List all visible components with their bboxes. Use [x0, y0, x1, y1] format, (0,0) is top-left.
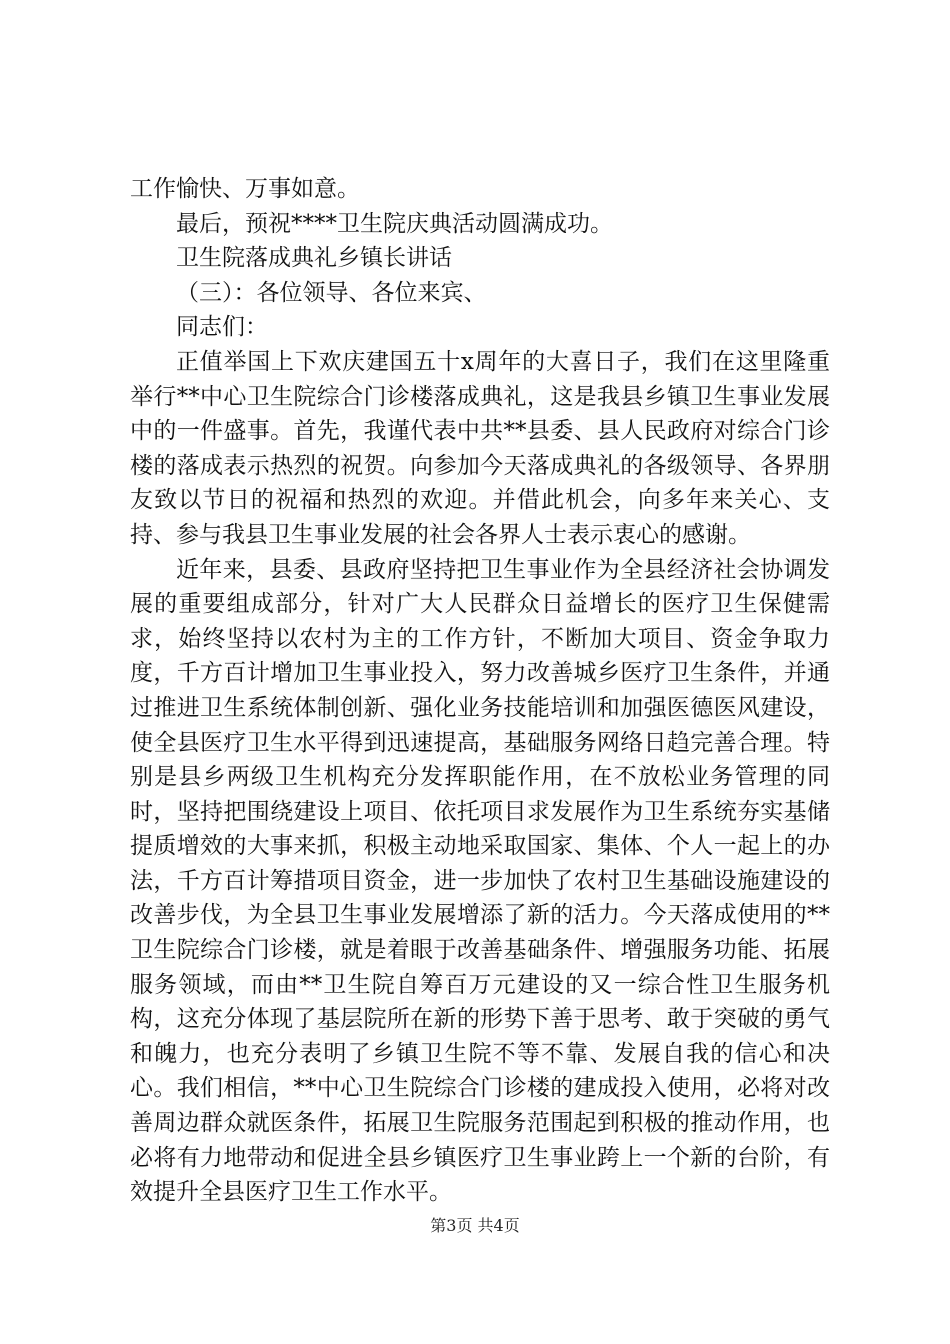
paragraph-opening: 正值举国上下欢庆建国五十x周年的大喜日子，我们在这里隆重举行**中心卫生院综合门诊楼落成典礼，这是我县乡镇卫生事业发展中的一件盛事。首先，我谨代表中共**县委、县人民政府对综合门诊楼的落成表示热烈的祝贺。向参加今天落成典礼的各级领导、各界朋友致以节日的祝福和热烈的欢迎。并借此机会，向多年来关心、支持、参与我县卫生事业发展的社会各界人士表示衷心的感谢。 [130, 348, 830, 548]
paragraph-final-wish: 最后，预祝****卫生院庆典活动圆满成功。 [176, 210, 613, 237]
speech-section-heading: （三）：各位领导、各位来宾、 [176, 279, 487, 306]
paragraph-closing-wish: 工作愉快、万事如意。 [130, 176, 360, 202]
speech-salutation: 同志们： [176, 314, 268, 341]
page-number-footer: 第3页 共4页 [430, 1216, 520, 1235]
paragraph-recent-years: 近年来，县委、县政府坚持把卫生事业作为全县经济社会协调发展的重要组成部分，针对广大人民群众日益增长的医疗卫生保健需求，始终坚持以农村为主的工作方针，不断加大项目、资金争取力度，千方百计增加卫生事业投入，努力改善城乡医疗卫生条件，并通过推进卫生系统体制创新、强化业务技能培训和加强医德医风建设，使全县医疗卫生水平得到迅速提高，基础服务网络日趋完善合理。特别是县乡两级卫生机构充分发挥职能作用，在不放松业务管理的同时，坚持把围绕建设上项目、依托项目求发展作为卫生系统夯实基储提质增效的大事来抓，积极主动地采取国家、集体、个人一起上的办法，千方百计筹措项目资金，进一步加快了农村卫生基础设施建设的改善步伐，为全县卫生事业发展增添了新的活力。今天落成使用的**卫生院综合门诊楼，就是着眼于改善基础条件、增强服务功能、拓展服务领域，而由**卫生院自筹百万元建设的又一综合性卫生服务机构，这充分体现了基层院所在新的形势下善于思考、敢于突破的勇气和魄力，也充分表明了乡镇卫生院不等不靠、发展自我的信心和决心。我们相信，**中心卫生院综合门诊楼的建成投入使用，必将对改善周边群众就医条件，拓展卫生院服务范围起到积极的推动作用，也必将有力地带动和促进全县乡镇医疗卫生事业跨上一个新的台阶，有效提升全县医疗卫生工作水平。 [130, 556, 830, 1206]
speech-title: 卫生院落成典礼乡镇长讲话 [176, 245, 452, 272]
document-body [130, 172, 830, 1210]
